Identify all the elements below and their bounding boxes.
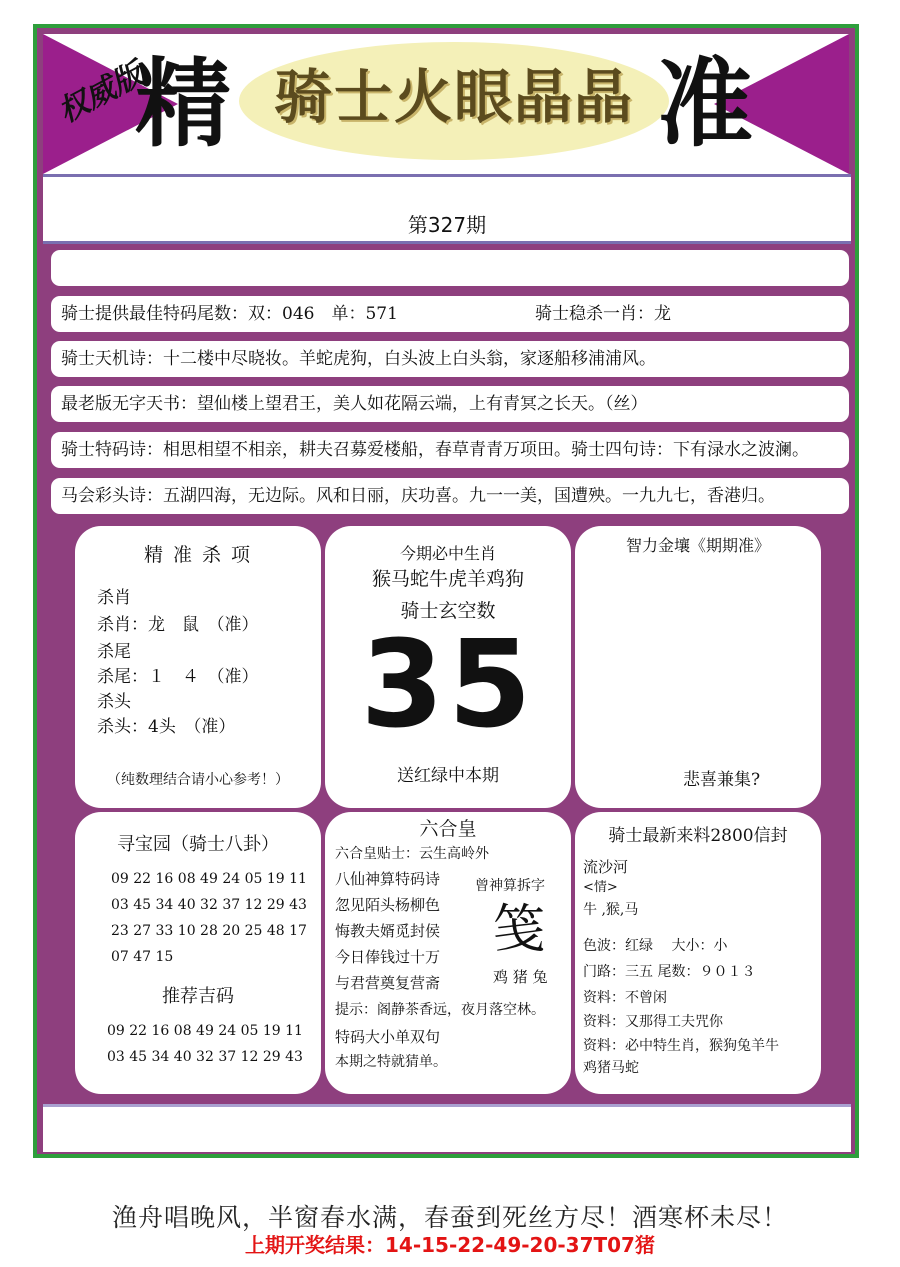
odd-even-line: 本期之特就猜单。 [335,1054,447,1070]
mystic-number-label: 骑士玄空数 [400,600,496,622]
liuhe-hint: 提示：阁静茶香远，夜月落空林。 [335,1002,545,1018]
tail-number-text: 骑士提供最佳特码尾数：双：046 单：571 [61,304,398,324]
latest-line: 门路：三五 尾数：９０１３ [583,964,756,980]
latest-panel [575,812,821,1094]
zodiac-list: 猴马蛇牛虎羊鸡狗 [371,568,524,590]
page-title: 骑士火眼晶晶 [273,63,634,131]
kill-line: 杀头 [97,692,131,712]
latest-line: <情> [583,880,618,895]
heaven-poem-row [51,341,849,377]
latest-line: 鸡猪马蛇 [583,1060,639,1076]
kill-note: （纯数理结合请小心参考！） [107,772,289,788]
treasure-numbers: 09 22 16 08 49 24 05 19 11 03 45 34 40 32 37 12 29 43 23 27 33 10 28 20 25 48 17 07 47 15 [111,871,307,965]
wisdom-panel [575,526,821,808]
issue-number: 第327期 [407,213,487,237]
footer-blank-box [43,1104,851,1152]
split-char: 笺 [493,900,546,960]
mystic-number: 35 [360,616,536,755]
heaven-poem-text: 骑士天机诗：十二楼中尽晓妆。羊蛇虎狗，白头波上白头翁，家逐船移浦浦风。 [61,349,656,369]
latest-line: 色波：红绿 大小：小 [583,938,728,954]
left-big-char: 精 [135,47,231,160]
kill-title: 精 准 杀 项 [143,544,253,566]
special-poem-text: 骑士特码诗：相思相望不相亲，耕夫召募爱楼船，春草青青万项田。骑士四句诗：下有渌水之波澜。 [61,440,809,460]
wisdom-footer: 悲喜兼集? [683,770,761,790]
poem-line: 今日俸钱过十万 [335,948,441,966]
latest-line: 资料：又那得工夫咒你 [583,1014,723,1030]
big-small-line: 特码大小单双句 [335,1028,441,1046]
kill-panel [75,526,321,808]
treasure-panel [75,812,321,1094]
poem-line: 忽见陌头杨柳色 [335,896,441,914]
authority-stamp: 权威版 [52,56,149,130]
latest-line: 牛 ,猴,马 [583,902,639,918]
main-frame [33,24,859,1158]
header-banner [43,34,849,174]
center-panel [325,526,571,808]
issue-box [43,174,851,244]
special-poem-row [51,432,849,468]
liuhe-panel [325,812,571,1094]
poem-line: 与君营奠复营斋 [335,974,441,992]
kill-line: 杀头：4头 （准） [97,717,236,737]
kill-line: 杀尾：１ ４ （准） [97,667,259,687]
kill-line: 杀尾 [97,642,131,662]
split-char-title: 曾神算拆字 [475,878,545,894]
bottom-verse: 渔舟唱晚风，半窗春水满，春蚕到死丝方尽！酒寒杯未尽！ [111,1203,788,1232]
recommend-title: 推荐吉码 [162,986,234,1007]
tail-number-row [51,296,849,332]
last-result: 上期开奖结果：14-15-22-49-20-37T07猪 [245,1233,655,1257]
latest-line: 资料：不曾闲 [583,990,667,1006]
liuhe-tip: 六合皇贴士：云生高岭外 [335,846,489,862]
recommend-numbers: 09 22 16 08 49 24 05 19 11 03 45 34 40 32 37 12 29 43 [107,1023,303,1065]
poem-line: 悔教夫婿觅封侯 [335,922,441,940]
right-big-char: 准 [657,47,753,160]
poem-title: 八仙神算特码诗 [335,870,441,888]
lucky-poem-row [51,478,849,514]
center-footer: 送红绿中本期 [397,766,499,786]
latest-line: 流沙河 [583,858,629,876]
wisdom-title: 智力金壤《期期准》 [625,536,770,555]
wordless-book-row [51,386,849,422]
split-animals: 鸡 猪 兔 [493,968,548,986]
kill-line: 杀肖：龙 鼠 （准） [97,615,259,635]
latest-line: 资料：必中特生肖，猴狗兔羊牛 [583,1038,779,1054]
blank-row [51,250,849,286]
liuhe-title: 六合皇 [419,818,477,840]
wordless-book-text: 最老版无字天书：望仙楼上望君王，美人如花隔云端，上有青冥之长天。（丝） [61,394,648,414]
must-win-label: 今期必中生肖 [399,544,496,563]
lucky-poem-text: 马会彩头诗：五湖四海，无边际。风和日丽，庆功喜。九一一美，国遭殃。一九九七，香港归。 [61,486,775,506]
kill-zodiac-text: 骑士稳杀一肖：龙 [535,304,671,324]
treasure-title: 寻宝园（骑士八卦） [117,834,279,855]
kill-line: 杀肖 [97,588,131,608]
latest-title: 骑士最新来料2800信封 [608,826,788,846]
